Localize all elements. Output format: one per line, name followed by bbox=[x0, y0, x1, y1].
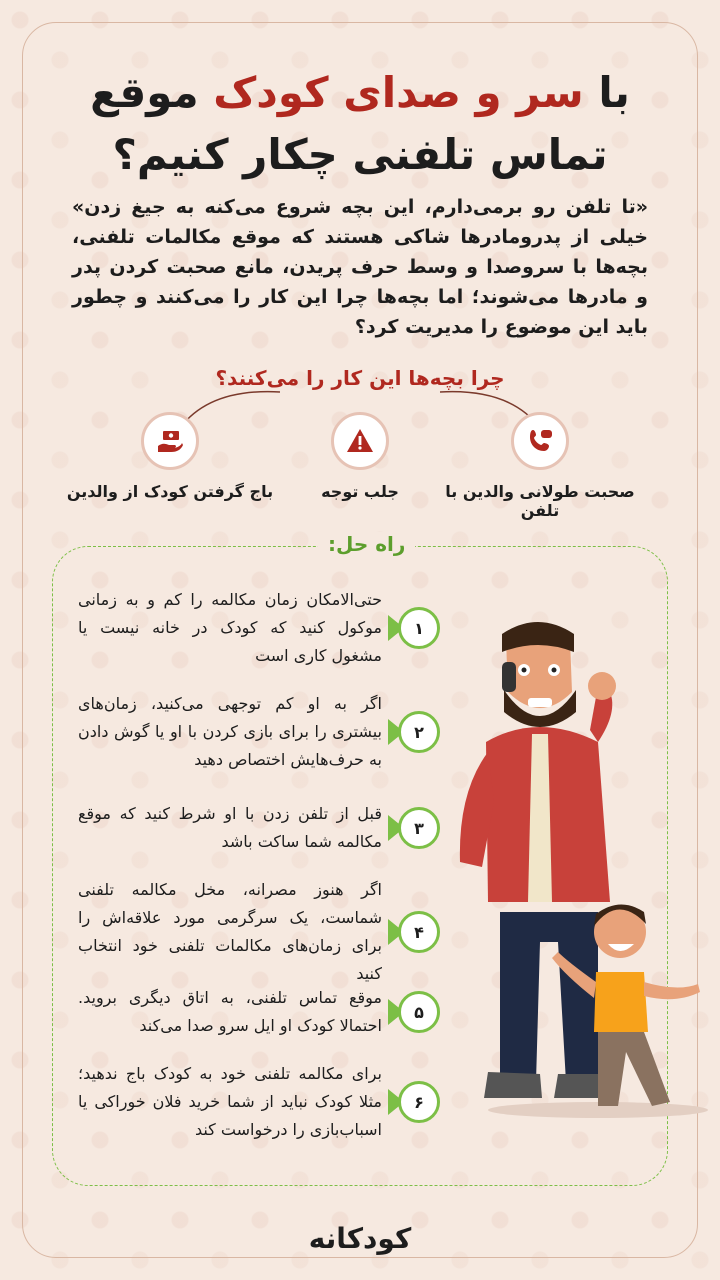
why-title: چرا بچه‌ها این کار را می‌کنند؟ bbox=[215, 366, 505, 390]
step-text: اگر هنوز مصرانه، مخل مکالمه تلفنی شماست، یک سرگرمی مورد علاقه‌اش را برای زمان‌های مکالمات تلفنی خود انتخاب کنید bbox=[78, 880, 382, 983]
step-number: ۶ bbox=[398, 1081, 440, 1123]
step-number: ۳ bbox=[398, 807, 440, 849]
page-title bbox=[0, 62, 720, 186]
step-text: اگر به او کم توجهی می‌کنید، زمان‌های بیشتری را برای بازی کردن با او یا گوش دادن به حرف‌هایش اختصاص دهید bbox=[78, 694, 382, 769]
angry-father-and-child-illustration bbox=[448, 612, 710, 1172]
step-number: ۱ bbox=[398, 607, 440, 649]
solution-step-6 bbox=[78, 1060, 438, 1144]
warning-icon bbox=[331, 412, 389, 470]
title-highlight: سر و صدای کودک bbox=[213, 68, 584, 117]
reason-attention bbox=[250, 412, 470, 501]
money-hand-icon bbox=[141, 412, 199, 470]
step-text: برای مکالمه تلفنی خود به کودک باج ندهید؛ مثلا کودک نباید از شما خرید فلان خوراکی یا اسباب‌بازی را درخواست کند bbox=[78, 1064, 382, 1139]
brand-logo: کودکانه bbox=[308, 1222, 412, 1255]
title-line-1 bbox=[0, 62, 720, 124]
step-number: ۲ bbox=[398, 711, 440, 753]
title-prefix: با bbox=[583, 68, 630, 117]
reason-label: باج گرفتن کودک از والدین bbox=[66, 482, 274, 501]
title-suffix: موقع bbox=[90, 68, 214, 117]
phone-chat-icon bbox=[511, 412, 569, 470]
reason-label: جلب توجه bbox=[321, 482, 399, 501]
reason-label: صحبت طولانی والدین با تلفن bbox=[445, 482, 635, 520]
step-text: موقع تماس تلفنی، به اتاق دیگری بروید. احتمالا کودک او ایل سرو صدا می‌کند bbox=[78, 988, 382, 1035]
solution-step-3 bbox=[78, 800, 438, 856]
solution-step-5 bbox=[78, 984, 438, 1040]
solution-step-1 bbox=[78, 586, 438, 670]
solution-step-2 bbox=[78, 690, 438, 774]
solution-step-4 bbox=[78, 876, 438, 988]
step-text: حتی‌الامکان زمان مکالمه را کم و به زمانی موکول کنید که کودک در خانه نیست یا مشغول کاری است bbox=[78, 590, 382, 665]
intro-paragraph: «تا تلفن رو برمی‌دارم، این بچه شروع می‌کنه به جیغ زدن» خیلی از پدرومادرها شاکی هستند که موقع مکالمات تلفنی، بچه‌ها با سروصدا و وسط حرف پریدن، مانع صحبت کردن پدر و مادرها می‌شوند؛ اما بچه‌ها چرا این کار را می‌کنند و چطور باید این موضوع را مدیریت کرد؟ bbox=[72, 196, 648, 338]
title-line-2: تماس تلفنی چکار کنیم؟ bbox=[112, 130, 608, 179]
step-text: قبل از تلفن زدن با او شرط کنید که موقع مکالمه شما ساکت باشد bbox=[78, 804, 382, 851]
solutions-title: راه حل: bbox=[318, 532, 415, 556]
step-number: ۵ bbox=[398, 991, 440, 1033]
reason-blackmail bbox=[60, 412, 280, 501]
step-number: ۴ bbox=[398, 911, 440, 953]
